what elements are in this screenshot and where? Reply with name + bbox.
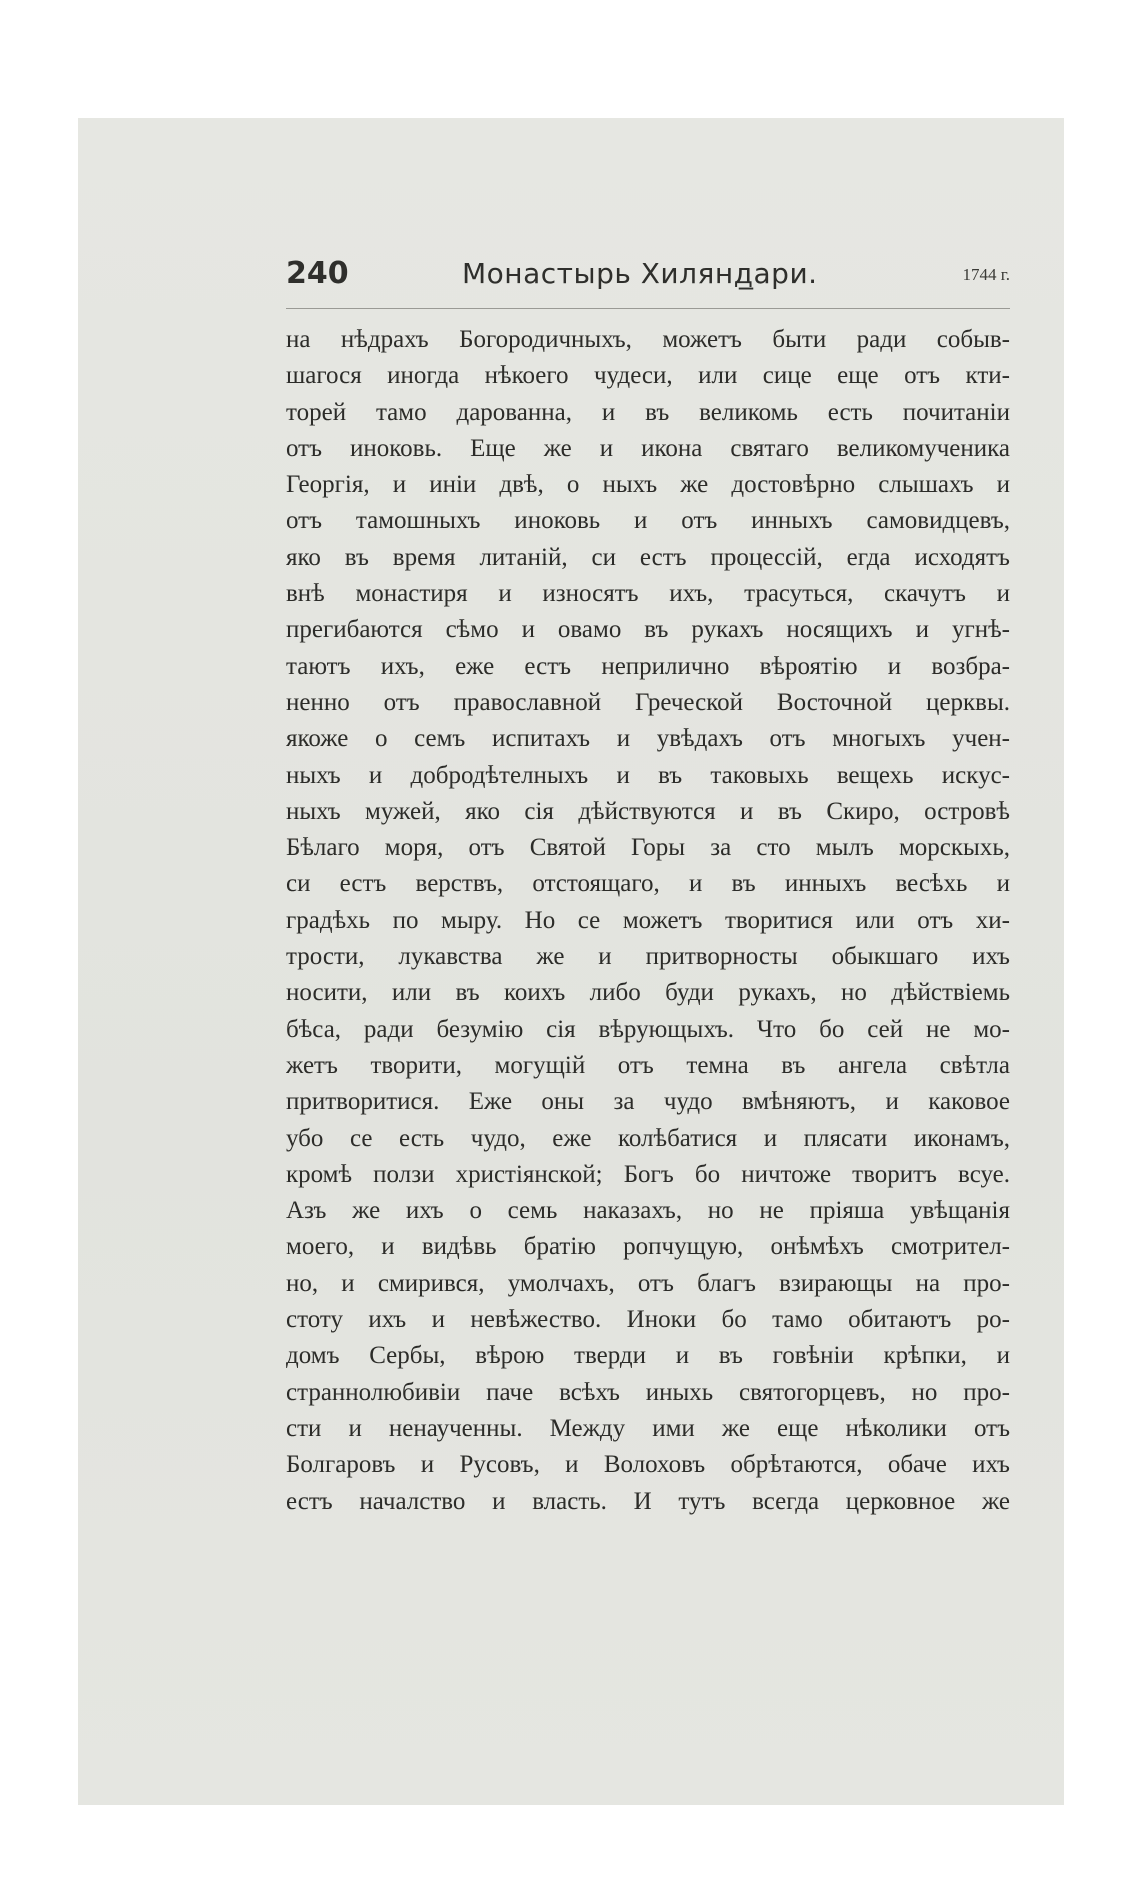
text-line: но, и смирився, умолчахъ, отъ благъ взирающы на про- bbox=[286, 1269, 1010, 1297]
text-line: прегибаются сѣмо и овамо въ рукахъ носящихъ и угнѣ- bbox=[286, 616, 1010, 644]
text-line: носити, или въ коихъ либо буди рукахъ, но дѣйствіемь bbox=[286, 979, 1010, 1007]
page-number: 240 bbox=[286, 256, 349, 291]
book-page bbox=[78, 118, 1064, 1805]
text-line: кромѣ ползи христіянской; Богъ бо ничтоже творитъ всуе. bbox=[286, 1160, 1010, 1188]
text-line: Болгаровъ и Русовъ, и Волоховъ обрѣтаются, обаче ихъ bbox=[286, 1451, 1010, 1479]
text-line: убо се есть чудо, еже колѣбатися и плясати иконамъ, bbox=[286, 1124, 1010, 1152]
text-line: трости, лукавства же и притворносты обыкшаго ихъ bbox=[286, 943, 1010, 971]
text-line: на нѣдрахъ Богородичныхъ, можетъ быти ради собыв- bbox=[286, 326, 1010, 353]
text-line: градѣхь по мыру. Но се можетъ творитися или отъ хи- bbox=[286, 906, 1010, 934]
text-line: ныхъ мужей, яко сія дѣйствуются и въ Скиро, островѣ bbox=[286, 797, 1010, 825]
text-line: стоту ихъ и невѣжество. Иноки бо тамо обитаютъ ро- bbox=[286, 1306, 1010, 1334]
text-line: моего, и видѣвь братію ропчущую, онѣмѣхъ смотрител- bbox=[286, 1233, 1010, 1261]
text-line: ненно отъ православной Греческой Восточной церквы. bbox=[286, 688, 1010, 716]
text-line: ныхъ и добродѣтелныхъ и въ таковыхь вещехь искус- bbox=[286, 761, 1010, 789]
text-line: таютъ ихъ, еже естъ неприлично вѣроятію и возбра- bbox=[286, 652, 1010, 680]
text-line: яко въ время литаній, си естъ процессій, егда исходятъ bbox=[286, 543, 1010, 571]
year-marker: 1744 г. bbox=[962, 265, 1010, 284]
text-line: притворитися. Еже оны за чудо вмѣняютъ, и каковое bbox=[286, 1088, 1010, 1116]
text-line: си естъ верствъ, отстоящаго, и въ инныхъ весѣхь и bbox=[286, 870, 1010, 898]
text-line: бѣса, ради безумію сія вѣрующыхъ. Что бо сей не мо- bbox=[286, 1015, 1010, 1043]
text-line: Георгія, и иніи двѣ, о ныхъ же достовѣрно слышахъ и bbox=[286, 471, 1010, 499]
text-line: Азъ же ихъ о семь наказахъ, но не пріяша увѣщанія bbox=[286, 1197, 1010, 1225]
text-line: шагося иногда нѣкоего чудеси, или сице еще отъ кти- bbox=[286, 362, 1010, 390]
text-line: внѣ монастиря и износятъ ихъ, трасуться, скачутъ и bbox=[286, 580, 1010, 608]
text-line: домъ Сербы, вѣрою тверди и въ говѣніи крѣпки, и bbox=[286, 1342, 1010, 1370]
text-line: отъ иноковь. Еще же и икона святаго великомученика bbox=[286, 434, 1010, 462]
text-line: Бѣлаго моря, отъ Святой Горы за сто мылъ морскыхь, bbox=[286, 834, 1010, 862]
text-line: сти и ненаученны. Между ими же еще нѣколики отъ bbox=[286, 1414, 1010, 1442]
text-line: жетъ творити, могущій отъ темна въ ангела свѣтла bbox=[286, 1051, 1010, 1079]
body-text bbox=[286, 322, 1010, 1520]
text-line: якоже о семъ испитахъ и увѣдахъ отъ многыхъ учен- bbox=[286, 725, 1010, 753]
text-line: отъ тамошныхъ иноковь и отъ инныхъ самовидцевъ, bbox=[286, 507, 1010, 535]
text-line: естъ началство и власть. И тутъ всегда церковное же bbox=[286, 1487, 1010, 1515]
text-line: страннолюбивіи паче всѣхъ иныхь святогорцевъ, но про- bbox=[286, 1378, 1010, 1406]
page-header bbox=[286, 254, 1010, 309]
text-line: торей тамо дарованна, и въ великомь есть почитаніи bbox=[286, 398, 1010, 426]
running-title: Монастырь Хилянд̲ари. bbox=[462, 257, 818, 290]
